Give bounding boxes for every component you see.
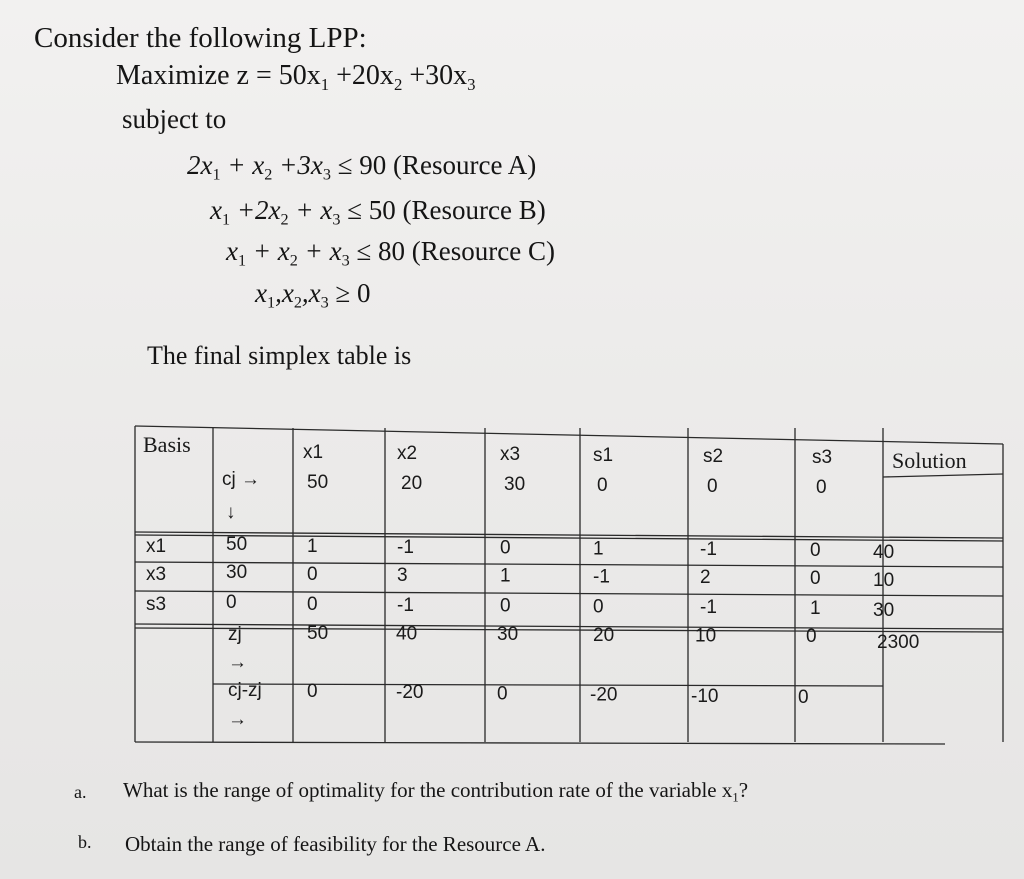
solution-header-rule [883,474,1003,477]
row-cb: 0 [226,592,237,613]
cjzj-value: -20 [590,684,618,706]
var-header-x2: x2 [397,443,418,464]
cj-down-arrow: ↓ [226,502,236,523]
table-top-border [135,426,1003,444]
objective-label: Maximize z = [116,60,272,91]
constraint-nonnegativity: $x_1,x_2,x_3 \ge 0$ [255,278,371,312]
table-cell: 1 [810,598,821,619]
table-cell: 0 [307,594,318,615]
table-cell: -1 [397,594,414,616]
zj-value: 30 [497,624,519,646]
constraint-resource-b: $x_1 +2x_2 + x_3 \le 50$ (Resource B) [210,195,546,229]
row-solution: 40 [873,542,895,563]
question-a-letter: a. [74,782,87,802]
var-header-s2: s2 [703,446,724,467]
cjzj-value: 0 [798,687,809,708]
cjzj-value: -10 [691,685,719,707]
cj-value: 30 [504,474,526,495]
cj-value: 0 [597,475,608,496]
zj-label: zj [228,624,242,645]
table-bottom-border [135,742,945,744]
var-header-s1: s1 [593,445,614,466]
table-cell: -1 [700,539,717,561]
resource-label: (Resource C) [411,236,555,266]
row-rule [135,591,1003,596]
cjzj-value: 0 [307,681,318,702]
objective-term: $+20x_2$ [329,60,403,94]
table-cell: -1 [593,566,610,588]
zj-value: 50 [307,623,329,644]
zj-value: 0 [806,626,817,647]
table-cell: -1 [700,597,717,619]
table-cell: 2 [700,567,711,589]
question-b-letter: b. [78,832,92,852]
table-cell: 1 [500,565,511,587]
cjzj-arrow: → [228,709,247,730]
header-bottom-rule [135,532,1003,538]
cj-value: 20 [401,473,423,494]
table-cell: 0 [593,596,604,618]
zj-value: 10 [695,625,717,647]
table-cell: 0 [500,537,511,559]
constraint-resource-a: $2x_1 + x_2 +3x_3 \le 90$ (Resource A) [187,150,537,184]
row-cb: 30 [226,562,248,583]
table-cell: 0 [810,540,821,561]
question-b: Obtain the range of feasibility for the Resource A. [125,832,546,856]
row-solution: 10 [873,570,895,591]
var-header-x1: x1 [303,442,324,463]
header-bottom-rule [135,535,1003,541]
question-a: What is the range of optimality for the contribution rate of the variable $x_1$? [123,778,749,805]
var-header-x3: x3 [500,444,521,465]
objective-term: $+30x_3$ [402,60,476,94]
cj-value: 0 [707,476,718,497]
cjzj-label: cj-zj [228,680,262,701]
table-caption: The final simplex table is [147,341,412,370]
cjzj-value: 0 [497,683,508,705]
zj-value: 20 [593,624,615,646]
var-header-s3: s3 [812,447,833,468]
row-basis: x1 [146,536,167,557]
row-solution: 30 [873,600,895,621]
row-basis: s3 [146,594,167,615]
table-cell: 0 [307,564,318,585]
table-cell: 1 [593,538,604,560]
table-cell: 1 [307,536,318,557]
subject-to-label: subject to [122,104,227,134]
table-cell: 3 [397,564,408,586]
solution-header: Solution [892,448,967,473]
constraint-resource-c: $x_1 + x_2 + x_3 \le 80$ (Resource C) [226,236,555,270]
row-cb: 50 [226,534,248,555]
table-cell: -1 [397,536,414,558]
cj-value: 50 [307,472,329,493]
basis-header: Basis [143,432,191,457]
zj-value: 40 [396,623,418,645]
objective-term: $50x_1$ [278,60,330,94]
table-cell: 0 [810,568,821,589]
table-cell: 0 [500,595,511,617]
cj-value: 0 [816,477,827,498]
zj-arrow: → [228,652,247,673]
row-basis: x3 [146,564,167,585]
problem-intro: Consider the following LPP: [34,22,367,54]
resource-label: (Resource B) [402,195,546,225]
cj-label: cj → [222,469,260,490]
zj-solution: 2300 [877,632,920,653]
resource-label: (Resource A) [393,150,537,180]
cjzj-value: -20 [396,682,424,704]
